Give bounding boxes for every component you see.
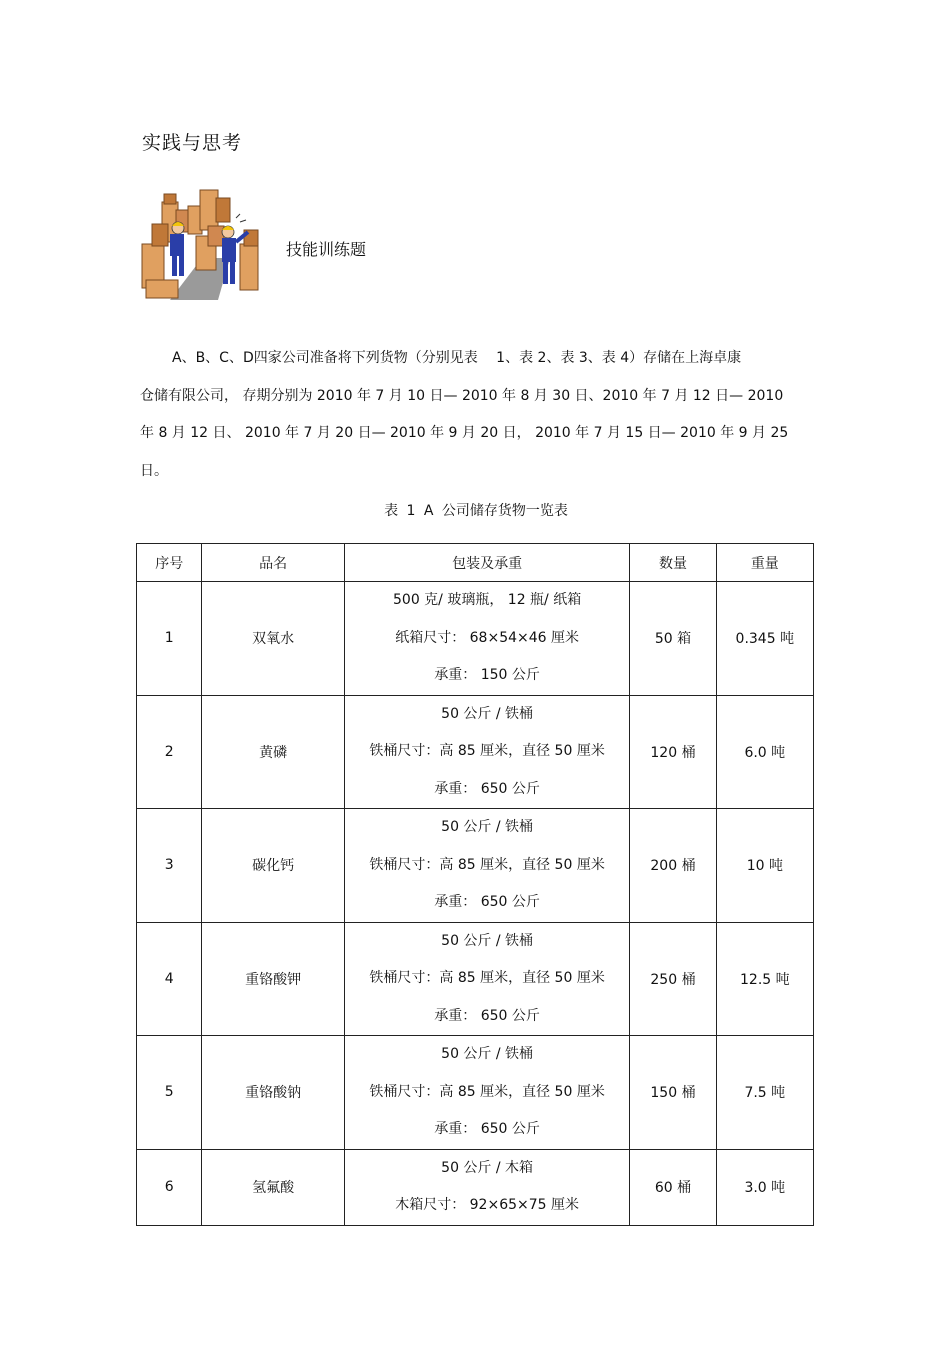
- packaging-line: 纸箱尺寸： 68×54×46 厘米: [395, 629, 580, 646]
- cell-packaging: [344, 1036, 629, 1150]
- cell-quantity: 120 桶: [630, 695, 716, 809]
- cell-quantity: 250 桶: [630, 922, 716, 1036]
- packaging-line: 50 公斤 / 铁桶: [441, 819, 534, 835]
- cell-name: 氢氟酸: [202, 1149, 345, 1225]
- cell-no: 6: [137, 1149, 202, 1225]
- table-caption: 表 1 A 公司储存货物一览表: [384, 503, 568, 519]
- packaging-line: 承重： 650 公斤: [434, 1121, 540, 1137]
- packaging-line: 铁桶尺寸：高 85 厘米，直径 50 厘米: [369, 856, 605, 873]
- cell-packaging: [344, 809, 629, 923]
- packaging-line: 500 克/ 玻璃瓶， 12 瓶/ 纸箱: [393, 592, 582, 608]
- column-header-no: 序号: [137, 544, 202, 582]
- cell-weight: 7.5 吨: [716, 1036, 813, 1150]
- cell-no: 5: [137, 1036, 202, 1150]
- cell-weight: 10 吨: [716, 809, 813, 923]
- cell-name: 黄磷: [202, 695, 345, 809]
- cell-name: 重铬酸钠: [202, 1036, 345, 1150]
- packaging-line: 50 公斤 / 铁桶: [441, 932, 534, 949]
- cell-name: 重铬酸钾: [202, 922, 345, 1036]
- cell-weight: 6.0 吨: [716, 695, 813, 809]
- packaging-line: 承重： 650 公斤: [434, 894, 540, 910]
- cell-quantity: 150 桶: [630, 1036, 716, 1150]
- packaging-line: 铁桶尺寸：高 85 厘米，直径 50 厘米: [369, 1083, 605, 1100]
- cell-packaging: [344, 1149, 629, 1225]
- table-row: [137, 809, 814, 923]
- packaging-line: 木箱尺寸： 92×65×75 厘米: [395, 1197, 580, 1213]
- cell-no: 1: [137, 582, 202, 696]
- packaging-line: 铁桶尺寸：高 85 厘米，直径 50 厘米: [369, 970, 605, 986]
- cell-packaging: [344, 582, 629, 696]
- cell-no: 3: [137, 809, 202, 923]
- cell-no: 2: [137, 695, 202, 809]
- packaging-line: 铁桶尺寸：高 85 厘米，直径 50 厘米: [369, 743, 605, 759]
- column-header-name: 品名: [202, 544, 345, 582]
- packaging-line: 承重： 650 公斤: [434, 780, 540, 797]
- cell-quantity: 200 桶: [630, 809, 716, 923]
- column-header-packaging: 包装及承重: [344, 544, 629, 582]
- goods-table: [136, 543, 814, 1226]
- task-paragraph: [140, 340, 812, 490]
- cell-no: 4: [137, 922, 202, 1036]
- cell-quantity: 50 箱: [630, 582, 716, 696]
- table-row: [137, 1036, 814, 1150]
- paragraph-line: 日。: [140, 462, 168, 479]
- cell-weight: 3.0 吨: [716, 1149, 813, 1225]
- packaging-line: 承重： 150 公斤: [434, 667, 540, 683]
- cell-name: 双氧水: [202, 582, 345, 696]
- table-row: [137, 922, 814, 1036]
- packaging-line: 50 公斤 / 木箱: [441, 1159, 534, 1176]
- table-row: [137, 582, 814, 696]
- cell-packaging: [344, 695, 629, 809]
- cell-name: 碳化钙: [202, 809, 345, 923]
- warehouse-workers-boxes-icon: [140, 188, 260, 300]
- packaging-line: 50 公斤 / 铁桶: [441, 1046, 534, 1062]
- packaging-line: 50 公斤 / 铁桶: [441, 705, 534, 722]
- table-row: [137, 695, 814, 809]
- paragraph-line: A、B、C、D四家公司准备将下列货物（分别见表 1、表 2、表 3、表 4）存储在上海卓康: [172, 350, 742, 366]
- column-header-quantity: 数量: [630, 544, 716, 582]
- table-header-row: [137, 544, 814, 582]
- paragraph-line: 仓储有限公司， 存期分别为 2010 年 7 月 10 日— 2010 年 8 月 30 日、2010 年 7 月 12 日— 2010: [140, 387, 784, 404]
- cell-quantity: 60 桶: [630, 1149, 716, 1225]
- cell-packaging: [344, 922, 629, 1036]
- column-header-weight: 重量: [716, 544, 813, 582]
- packaging-line: 承重： 650 公斤: [434, 1007, 540, 1024]
- section-subheading: 技能训练题: [286, 240, 367, 259]
- cell-weight: 12.5 吨: [716, 922, 813, 1036]
- table-row: [137, 1149, 814, 1225]
- paragraph-line: 年 8 月 12 日、 2010 年 7 月 20 日— 2010 年 9 月 20 日， 2010 年 7 月 15 日— 2010 年 9 月 25: [140, 425, 789, 441]
- page-heading: 实践与思考: [142, 132, 243, 154]
- cell-weight: 0.345 吨: [716, 582, 813, 696]
